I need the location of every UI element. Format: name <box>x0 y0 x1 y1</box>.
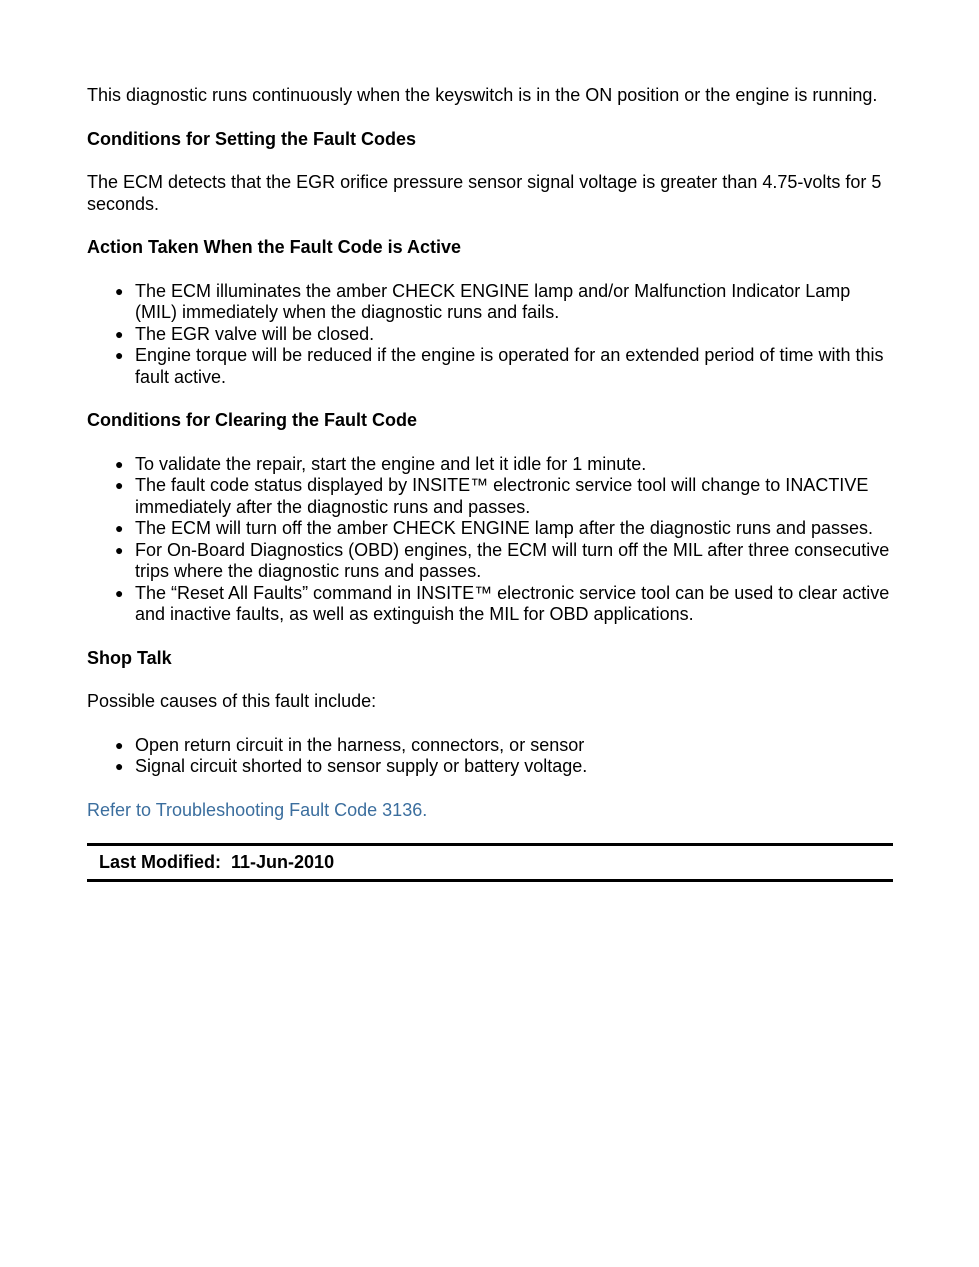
action-heading: Action Taken When the Fault Code is Active <box>87 237 462 257</box>
bullet-icon: ● <box>115 758 124 774</box>
clearing-list <box>87 454 893 626</box>
list-item <box>115 453 893 476</box>
list-item-text: The “Reset All Faults” command in INSITE™ electronic service tool can be used to clear active and inactive faults, as well as extinguish the MIL for OBD applications. <box>135 582 890 624</box>
list-item-text: The ECM illuminates the amber CHECK ENGINE lamp and/or Malfunction Indicator Lamp (MIL) immediately when the diagnostic runs and fails. <box>135 280 851 322</box>
list-item <box>115 518 893 540</box>
list-item-text: To validate the repair, start the engine and let it idle for 1 minute. <box>135 453 647 474</box>
shop-talk-list <box>87 735 893 778</box>
last-modified-label: Last Modified: <box>99 852 221 872</box>
reference-paragraph <box>87 800 893 822</box>
bullet-icon: ● <box>115 347 124 363</box>
list-item <box>115 475 893 518</box>
list-item-text: Signal circuit shorted to sensor supply or battery voltage. <box>135 756 588 776</box>
list-item <box>115 323 893 346</box>
intro-paragraph: This diagnostic runs continuously when the keyswitch is in the ON position or the engine is running. <box>87 85 878 105</box>
list-item <box>115 539 893 583</box>
list-item-text: The EGR valve will be closed. <box>135 323 375 344</box>
list-item <box>115 582 893 626</box>
list-item <box>115 345 893 388</box>
bullet-icon: ● <box>115 282 124 299</box>
troubleshooting-link[interactable]: Refer to Troubleshooting Fault Code 3136. <box>87 799 428 820</box>
list-item-text: The ECM will turn off the amber CHECK ENGINE lamp after the diagnostic runs and passes. <box>135 518 873 538</box>
last-modified-date: 11-Jun-2010 <box>231 852 335 872</box>
list-item-text: Open return circuit in the harness, connectors, or sensor <box>135 734 585 755</box>
shop-talk-heading: Shop Talk <box>87 647 172 668</box>
action-list <box>87 281 893 389</box>
clearing-heading: Conditions for Clearing the Fault Code <box>87 410 417 430</box>
bullet-icon: ● <box>115 325 124 342</box>
bullet-icon: ● <box>115 477 124 493</box>
bullet-icon: ● <box>115 736 124 753</box>
bullet-icon: ● <box>115 455 124 472</box>
bullet-icon: ● <box>115 584 124 601</box>
document-page <box>87 85 893 882</box>
list-item <box>115 756 893 778</box>
setting-heading: Conditions for Setting the Fault Codes <box>87 128 416 149</box>
list-item-text: For On-Board Diagnostics (OBD) engines, the ECM will turn off the MIL after three consecutive trips where the diagnostic runs and passes. <box>135 539 890 581</box>
list-item <box>115 734 893 757</box>
list-item-text: The fault code status displayed by INSITE™ electronic service tool will change to INACTIVE immediately after the diagnostic runs and passes. <box>135 475 869 517</box>
last-modified-bar <box>87 843 893 882</box>
list-item <box>115 280 893 324</box>
list-item-text: Engine torque will be reduced if the engine is operated for an extended period of time with this fault active. <box>135 345 884 387</box>
bullet-icon: ● <box>115 541 124 558</box>
shop-talk-paragraph: Possible causes of this fault include: <box>87 691 377 711</box>
bullet-icon: ● <box>115 520 124 536</box>
setting-paragraph: The ECM detects that the EGR orifice pressure sensor signal voltage is greater than 4.75-volts for 5 seconds. <box>87 172 882 214</box>
